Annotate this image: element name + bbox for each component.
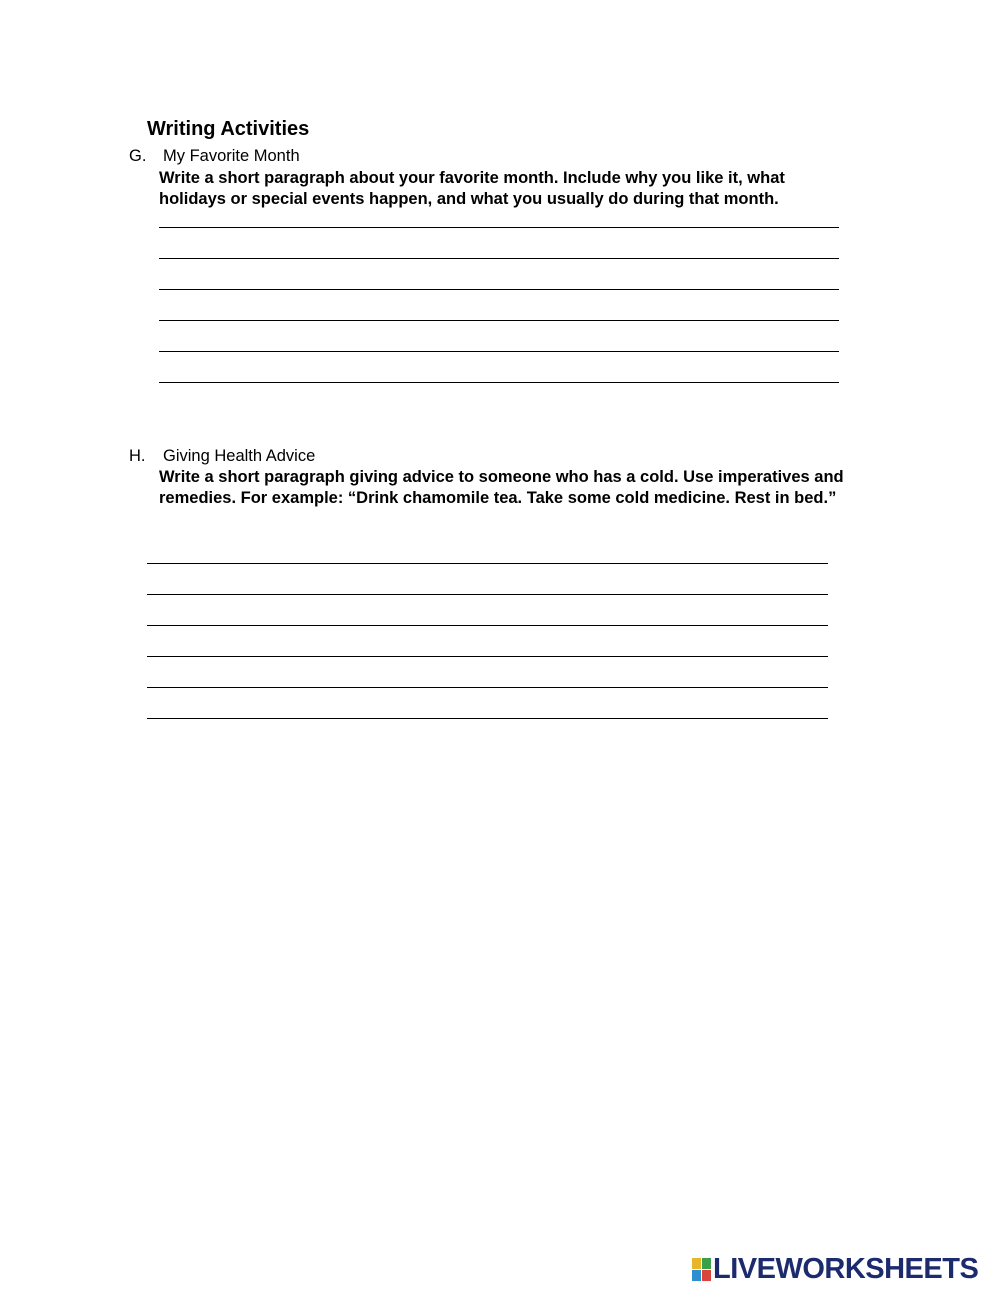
section-g-answer-line-5[interactable] xyxy=(159,351,839,352)
section-h-instructions: Write a short paragraph giving advice to someone who has a cold. Use imperatives and remedies. For example: “Drink chamomile tea. Take some cold medicine. Rest in bed.” xyxy=(159,468,844,507)
section-g-heading xyxy=(129,147,300,166)
section-g-instructions: Write a short paragraph about your favorite month. Include why you like it, what holidays or special events happen, and what you usually do during that month. xyxy=(159,169,785,208)
section-g-answer-line-4[interactable] xyxy=(159,320,839,321)
section-g-answer-line-1[interactable] xyxy=(159,227,839,228)
section-g-answer-line-2[interactable] xyxy=(159,258,839,259)
section-h-letter: H. xyxy=(129,447,146,465)
section-h-answer-line-1[interactable] xyxy=(147,563,828,564)
section-h-answer-line-2[interactable] xyxy=(147,594,828,595)
section-h-heading xyxy=(129,447,315,466)
section-g-title: My Favorite Month xyxy=(163,147,300,165)
section-h-title: Giving Health Advice xyxy=(163,447,316,465)
section-g-answer-line-3[interactable] xyxy=(159,289,839,290)
section-h-answer-line-5[interactable] xyxy=(147,687,828,688)
section-g-answer-line-6[interactable] xyxy=(159,382,839,383)
liveworksheets-logo xyxy=(692,1254,978,1284)
page-title: Writing Activities xyxy=(147,118,310,140)
section-g-letter: G. xyxy=(129,147,147,165)
liveworksheets-logo-icon xyxy=(692,1258,711,1281)
section-h-answer-line-3[interactable] xyxy=(147,625,828,626)
section-h-answer-line-4[interactable] xyxy=(147,656,828,657)
liveworksheets-logo-text: LIVEWORKSHEETS xyxy=(713,1253,979,1285)
section-h-answer-line-6[interactable] xyxy=(147,718,828,719)
